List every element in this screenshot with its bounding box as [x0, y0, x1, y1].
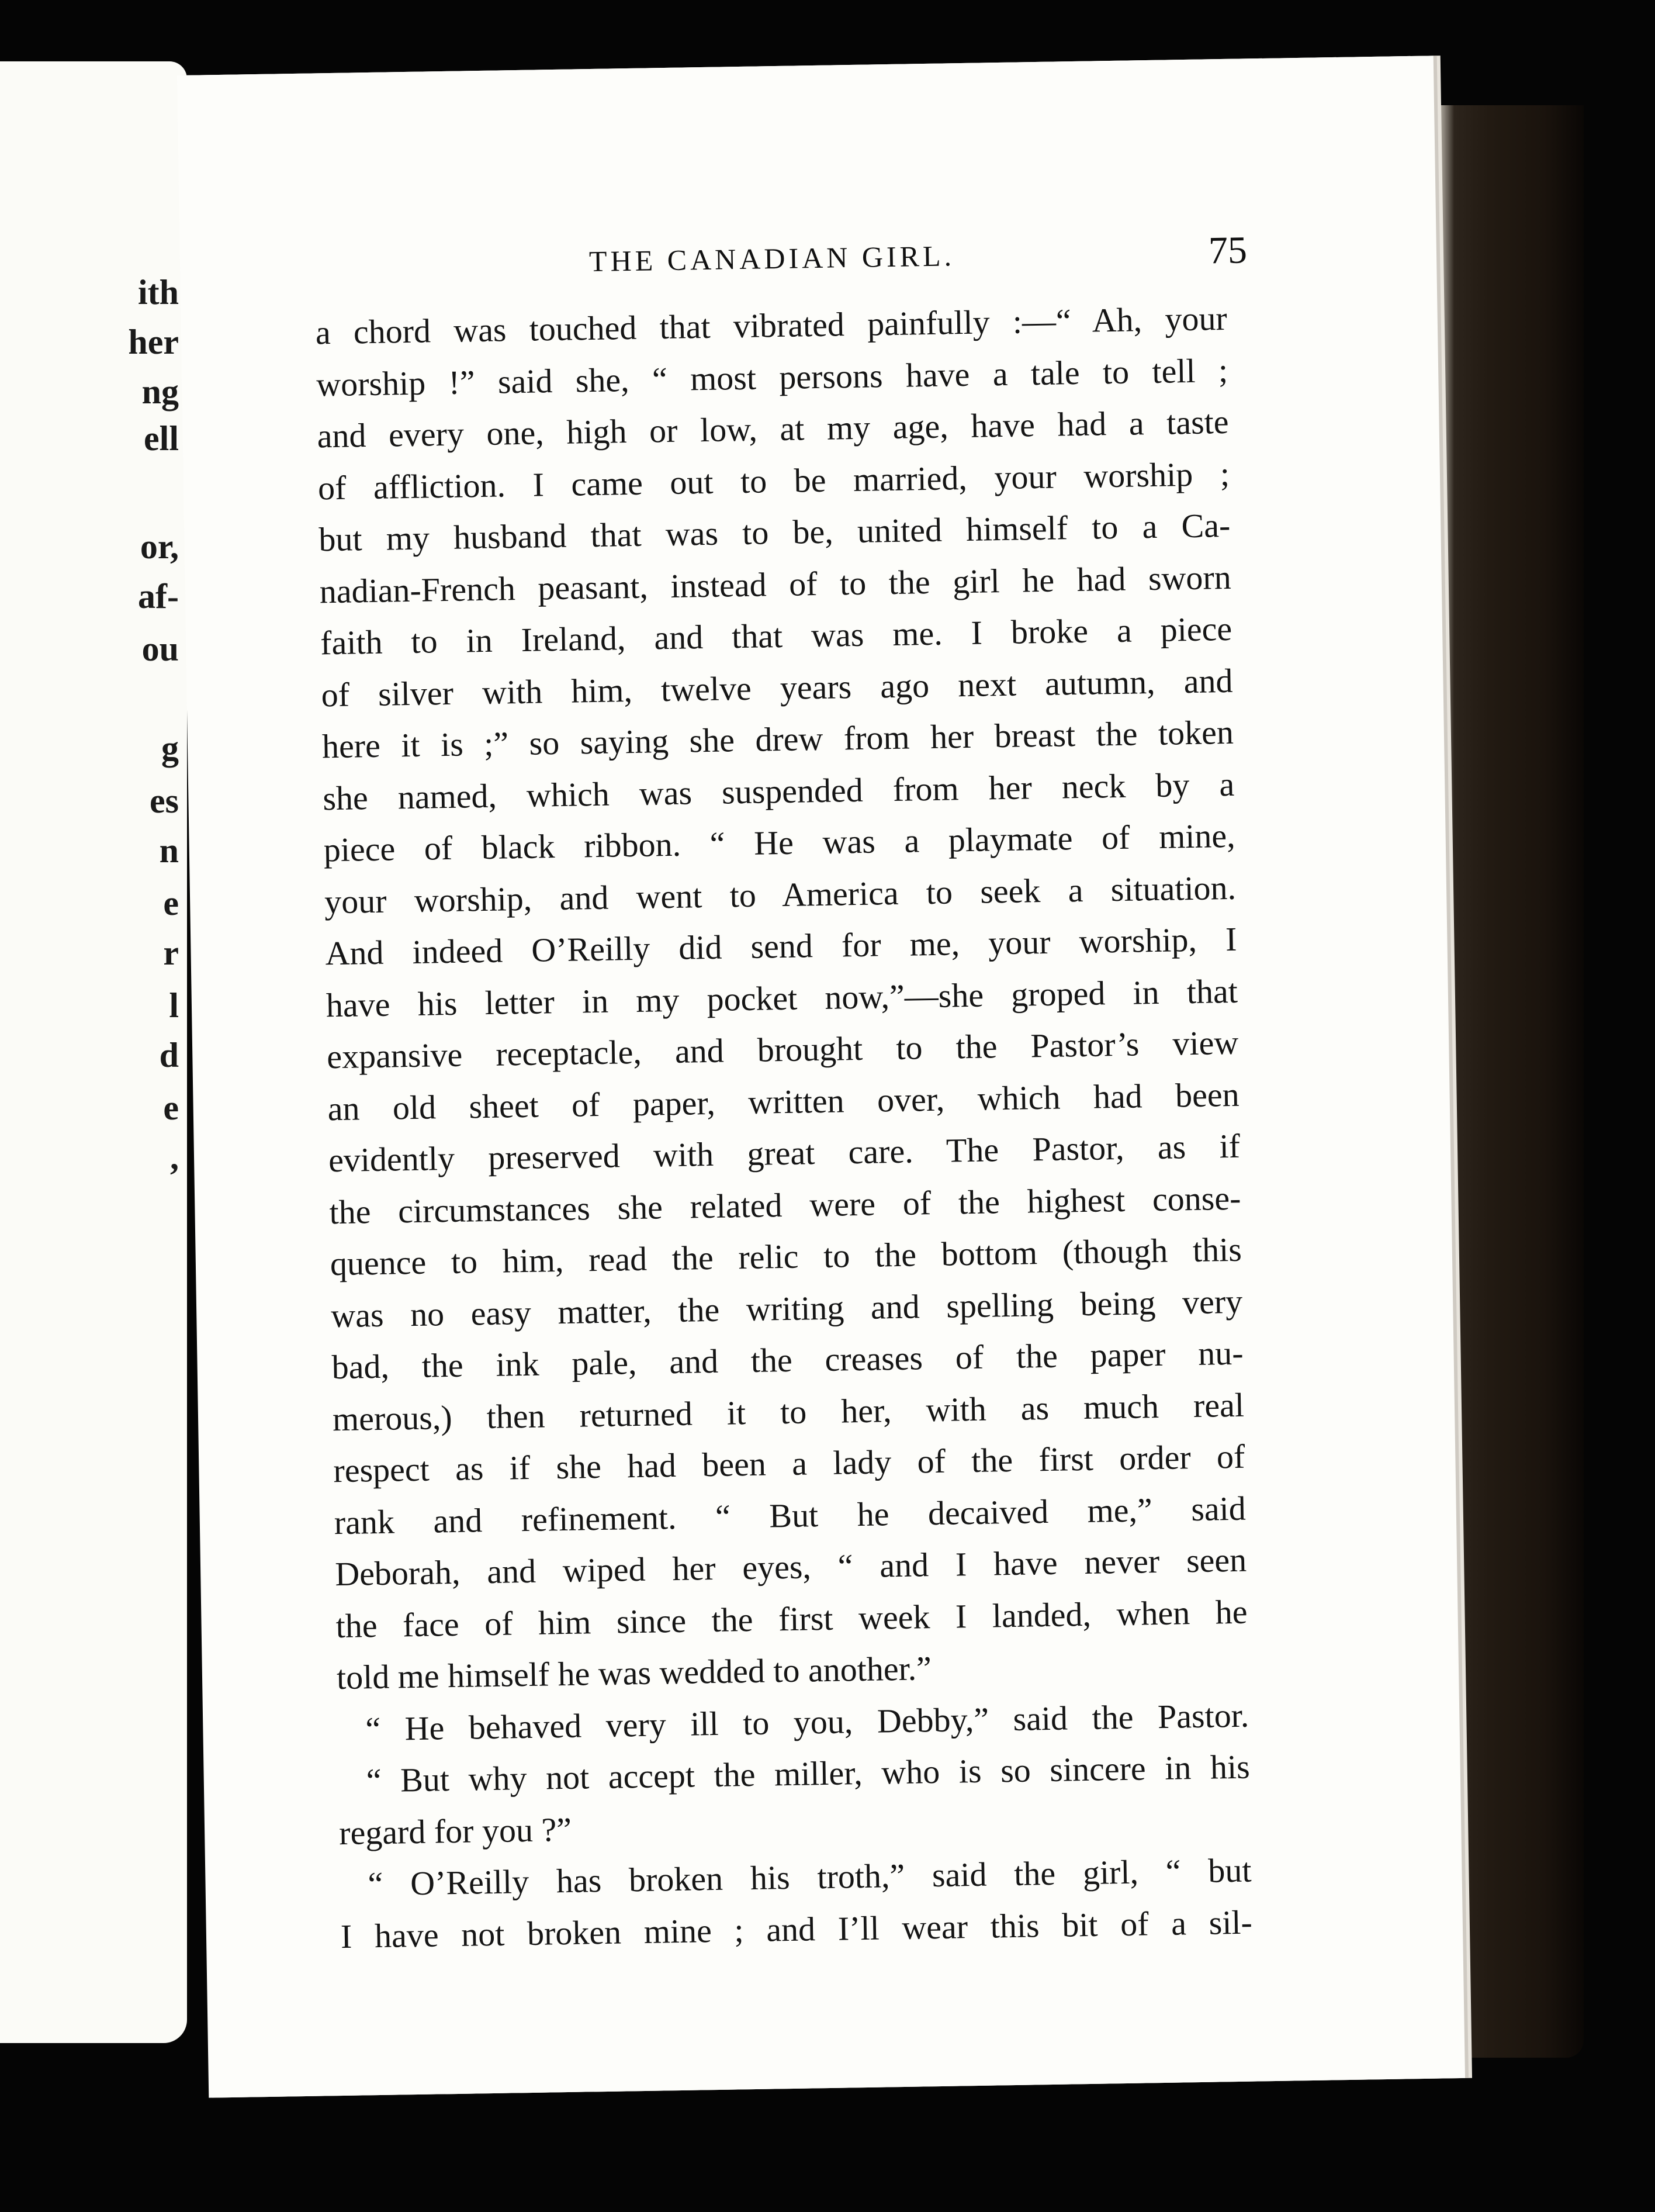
left-facing-page [0, 61, 187, 2043]
left-page-text-fragment: e [163, 884, 179, 922]
text-line: of silver with him, twelve years ago next autumn, and [321, 661, 1233, 714]
left-page-text-fragment: n [159, 831, 179, 870]
text-line: respect as if she had been a lady of the first order of [333, 1437, 1245, 1490]
text-line: expansive receptacle, and brought to the Pastor’s view [326, 1023, 1239, 1076]
text-line: bad, the ink pale, and the creases of the paper nu- [331, 1333, 1244, 1387]
text-line: of affliction. I came out to be married, your worship ; [317, 454, 1230, 507]
text-line: merous,) then returned it to her, with as much real [332, 1385, 1245, 1438]
text-line: the face of him since the first week I landed, when he [335, 1592, 1248, 1645]
text-line: And indeed O’Reilly did send for me, your worship, I [325, 920, 1237, 973]
text-line: have his letter in my pocket now,”—she groped in that [326, 972, 1238, 1024]
left-page-text-fragment: es [150, 782, 179, 820]
text-line: Deborah, and wiped her eyes, “ and I have never seen [334, 1540, 1247, 1594]
book-page [177, 56, 1465, 2097]
text-line: but my husband that was to be, united himself to a Ca- [318, 506, 1231, 559]
left-page-text-fragment: ell [144, 419, 179, 458]
left-page-text-fragment: af- [138, 577, 179, 616]
left-page-text-fragment: ou [141, 630, 179, 668]
left-page-text-fragment: g [161, 729, 179, 768]
text-line: she named, which was suspended from her neck by a [322, 765, 1235, 817]
text-line: was no easy matter, the writing and spelling being very [330, 1282, 1243, 1335]
text-line: I have not broken mine ; and I’ll wear this bit of a sil- [340, 1903, 1253, 1955]
text-line: here it is ;” so saying she drew from her breast the token [321, 713, 1234, 766]
text-line: regard for you ?” [338, 1810, 572, 1852]
left-page-text-fragment: e [163, 1088, 179, 1127]
text-line: quence to him, read the relic to the bottom (though this [330, 1230, 1242, 1283]
text-line: “ O’Reilly has broken his troth,” said the girl, “ but [368, 1851, 1252, 1903]
text-line: rank and refinement. “ But he decaived me,” said [334, 1489, 1247, 1542]
text-line: an old sheet of paper, written over, which had been [327, 1075, 1240, 1128]
text-line: a chord was touched that vibrated painfully :—“ Ah, your [315, 299, 1228, 352]
text-line: “ But why not accept the miller, who is so sincere in his [366, 1747, 1251, 1800]
text-line: and every one, high or low, at my age, have had a taste [317, 402, 1229, 455]
text-line: evidently preserved with great care. The Pastor, as if [328, 1126, 1241, 1180]
left-page-text-fragment: l [169, 986, 179, 1025]
left-page-text-fragment: her [128, 323, 179, 361]
running-head: THE CANADIAN GIRL. [588, 239, 955, 278]
left-page-text-fragment: , [170, 1138, 179, 1177]
text-line: piece of black ribbon. “ He was a playmate of mine, [323, 816, 1236, 869]
text-line: your worship, and went to America to seek a situation. [324, 868, 1237, 921]
text-line: nadian-French peasant, instead of to the girl he had sworn [319, 558, 1232, 610]
text-line: told me himself he was wedded to another.” [336, 1649, 932, 1697]
left-page-text-fragment: ng [141, 372, 179, 411]
text-line: the circumstances she related were of the highest conse- [329, 1178, 1241, 1231]
text-line: faith to in Ireland, and that was me. I broke a piece [320, 609, 1232, 662]
left-page-text-fragment: r [163, 934, 179, 972]
body-text [315, 293, 1252, 1962]
text-line: worship !” said she, “ most persons have a tale to tell ; [316, 351, 1228, 403]
left-page-text-fragment: or, [140, 527, 179, 566]
page-number: 75 [1208, 229, 1248, 272]
left-page-text-fragment: ith [137, 273, 179, 312]
text-line: “ He behaved very ill to you, Debby,” said the Pastor. [365, 1696, 1249, 1748]
left-page-text-fragment: d [159, 1036, 179, 1074]
